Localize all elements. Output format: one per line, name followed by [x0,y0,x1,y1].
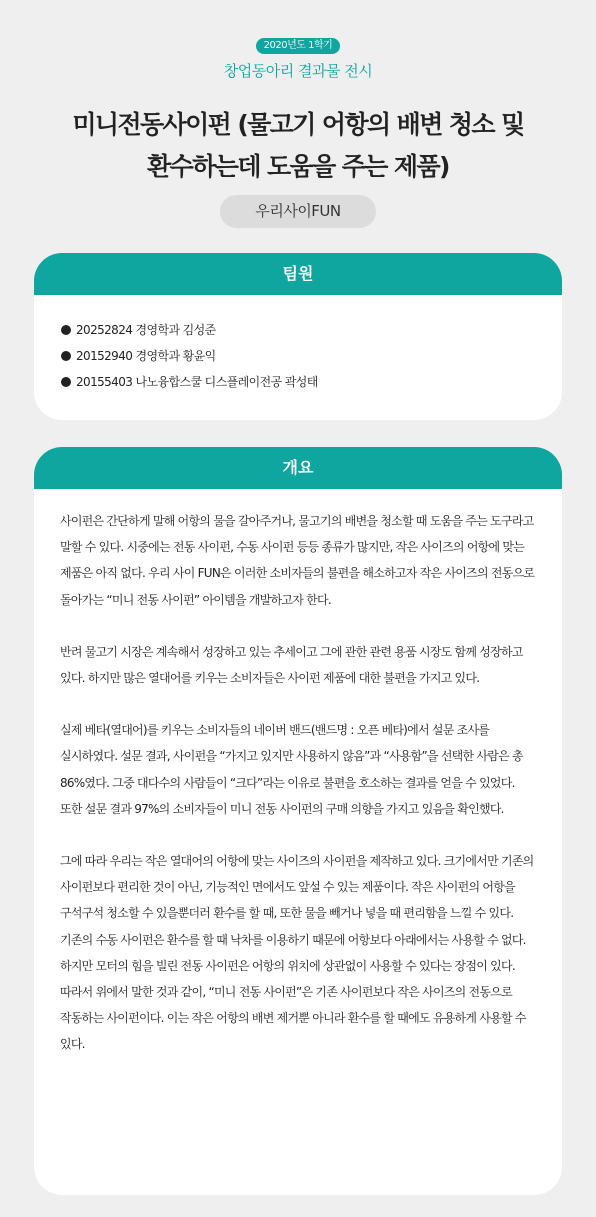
member-text: 20155403 나노융합스쿨 디스플레이전공 곽성태 [76,375,318,389]
overview-paragraph: 사이펀은 간단하게 말해 어항의 물을 갈아주거나, 물고기의 배변을 청소할 때 도움을 주는 도구라고 말할 수 있다. 시중에는 전동 사이펀, 수동 사이펀 등등 종류가 많지만, 작은 사이즈의 어항에 맞는 제품은 아직 없다. 우리 사이 FUN은 이러한 소비자들의 불편을 해소하고자 작은 사이즈의 전동으로 돌아가는 “미니 전동 사이펀” 아이템을 개발하고자 한다. [60,514,535,607]
member-text: 20152940 경영학과 황윤익 [76,349,216,363]
members-card [34,253,562,420]
bullet-icon [61,325,71,335]
overview-card-title: 개요 [34,447,562,489]
member-text: 20252824 경영학과 김성준 [76,323,216,337]
product-title-line1: 미니전동사이펀 (물고기 어항의 배변 청소 및 [72,110,524,139]
members-list [34,295,562,395]
overview-body [34,489,562,1058]
semester-badge: 2020년도 1학기 [256,38,340,54]
exhibit-title: 창업동아리 결과물 전시 [223,62,373,80]
bullet-icon [61,377,71,387]
overview-paragraph: 그에 따라 우리는 작은 열대어의 어항에 맞는 사이즈의 사이펀을 제작하고 있다. 크기에서만 기존의 사이펀보다 편리한 것이 아닌, 기능적인 면에서도 앞설 수 있는 제품이다. 작은 사이펀의 어항을 구석구석 청소할 수 있을뿐더러 환수를 할 때, 또한 물을 빼거나 넣을 때 편리함을 느낄 수 있다. 기존의 수동 사이펀은 환수를 할 때 낙차를 이용하기 때문에 어항보다 아래에서는 사용할 수 없다. 하지만 모터의 힘을 빌린 전동 사이펀은 어항의 위치에 상관없이 사용할 수 있다는 장점이 있다. 따라서 위에서 말한 것과 같이, “미니 전동 사이펀”은 기존 사이펀보다 작은 사이즈의 전동으로 작동하는 사이펀이다. 이는 작은 어항의 배변 제거뿐 아니라 환수를 할 때에도 유용하게 사용할 수 있다. [60,854,534,1052]
overview-paragraph: 실제 베타(열대어)를 키우는 소비자들의 네이버 밴드(밴드명 : 오픈 베타)에서 설문 조사를 실시하였다. 설문 결과, 사이펀을 “가지고 있지만 사용하지 않음”과 “사용함”을 선택한 사람은 총 86%였다. 그중 대다수의 사람들이 “크다”라는 이유로 불편을 호소하는 결과를 얻을 수 있었다. 또한 설문 결과 97%의 소비자들이 미니 전동 사이펀의 구매 의향을 가지고 있음을 확인했다. [60,723,523,816]
product-title [0,104,596,188]
product-title-line2: 환수하는데 도움을 주는 제품) [147,152,449,181]
bullet-icon [61,351,71,361]
overview-card [34,447,562,1195]
list-item [61,317,562,343]
members-card-title: 팀원 [34,253,562,295]
list-item [61,369,562,395]
team-name-badge: 우리사이FUN [220,195,376,228]
overview-paragraph: 반려 물고기 시장은 계속해서 성장하고 있는 추세이고 그에 관한 관련 용품 시장도 함께 성장하고 있다. 하지만 많은 열대어를 키우는 소비자들은 사이펀 제품에 대한 불편을 가지고 있다. [60,644,523,686]
list-item [61,343,562,369]
